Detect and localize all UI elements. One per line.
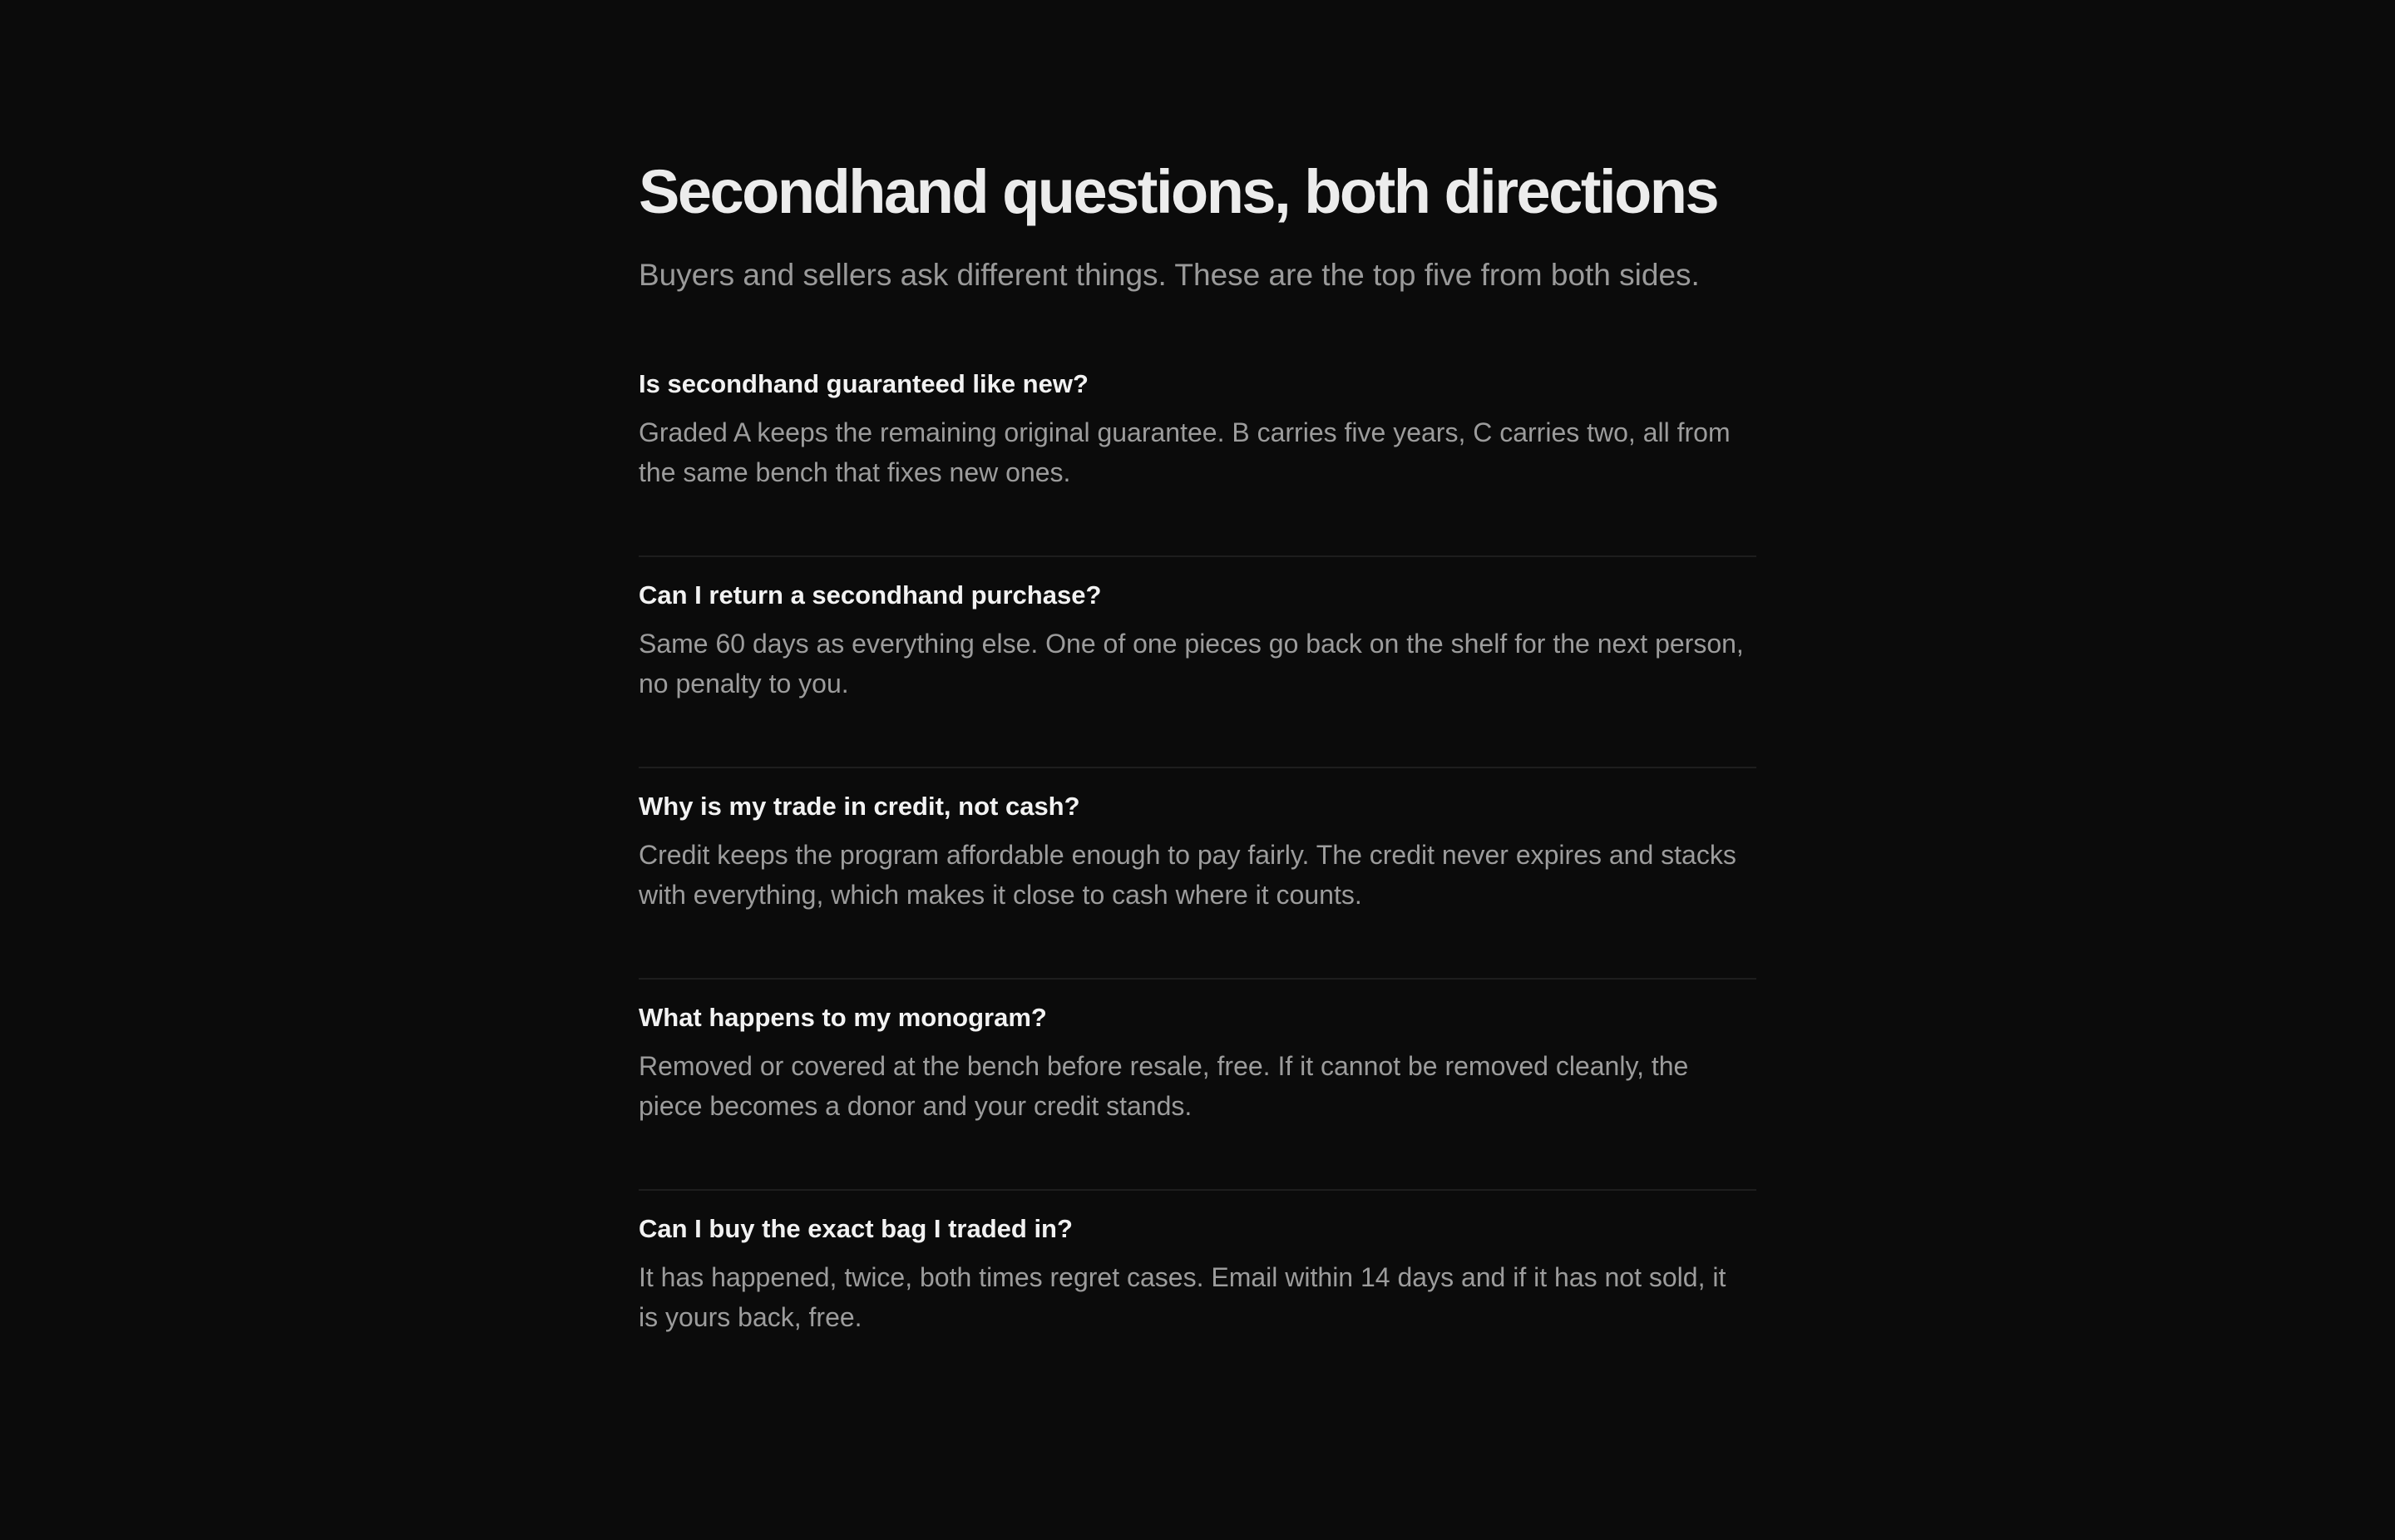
faq-item-buy-back [639, 1191, 1756, 1402]
faq-question: Can I return a secondhand purchase? [639, 580, 1102, 610]
faq-item-returns [639, 557, 1756, 768]
page-subtitle: Buyers and sellers ask different things. These are the top five from both sides. [639, 258, 1700, 292]
faq-list [639, 346, 1756, 1402]
faq-answer: Credit keeps the program affordable enough to pay fairly. The credit never expires and stacks with everything, which makes it close to cash where it counts. [639, 840, 1736, 910]
faq-item-guarantee [639, 346, 1756, 557]
faq-answer: Removed or covered at the bench before resale, free. If it cannot be removed cleanly, the piece becomes a donor and your credit stands. [639, 1051, 1689, 1121]
page-title: Secondhand questions, both directions [639, 157, 1718, 226]
faq-question: Is secondhand guaranteed like new? [639, 369, 1089, 398]
faq-item-monogram [639, 980, 1756, 1191]
faq-question: Can I buy the exact bag I traded in? [639, 1214, 1073, 1243]
faq-answer: Graded A keeps the remaining original guarantee. B carries five years, C carries two, all from the same bench that fixes new ones. [639, 417, 1731, 487]
faq-question: Why is my trade in credit, not cash? [639, 792, 1080, 821]
faq-question: What happens to my monogram? [639, 1003, 1047, 1032]
faq-answer: Same 60 days as everything else. One of one pieces go back on the shelf for the next person, no penalty to you. [639, 629, 1744, 698]
faq-item-trade-in-credit [639, 768, 1756, 980]
faq-answer: It has happened, twice, both times regret cases. Email within 14 days and if it has not sold, it is yours back, free. [639, 1262, 1726, 1332]
